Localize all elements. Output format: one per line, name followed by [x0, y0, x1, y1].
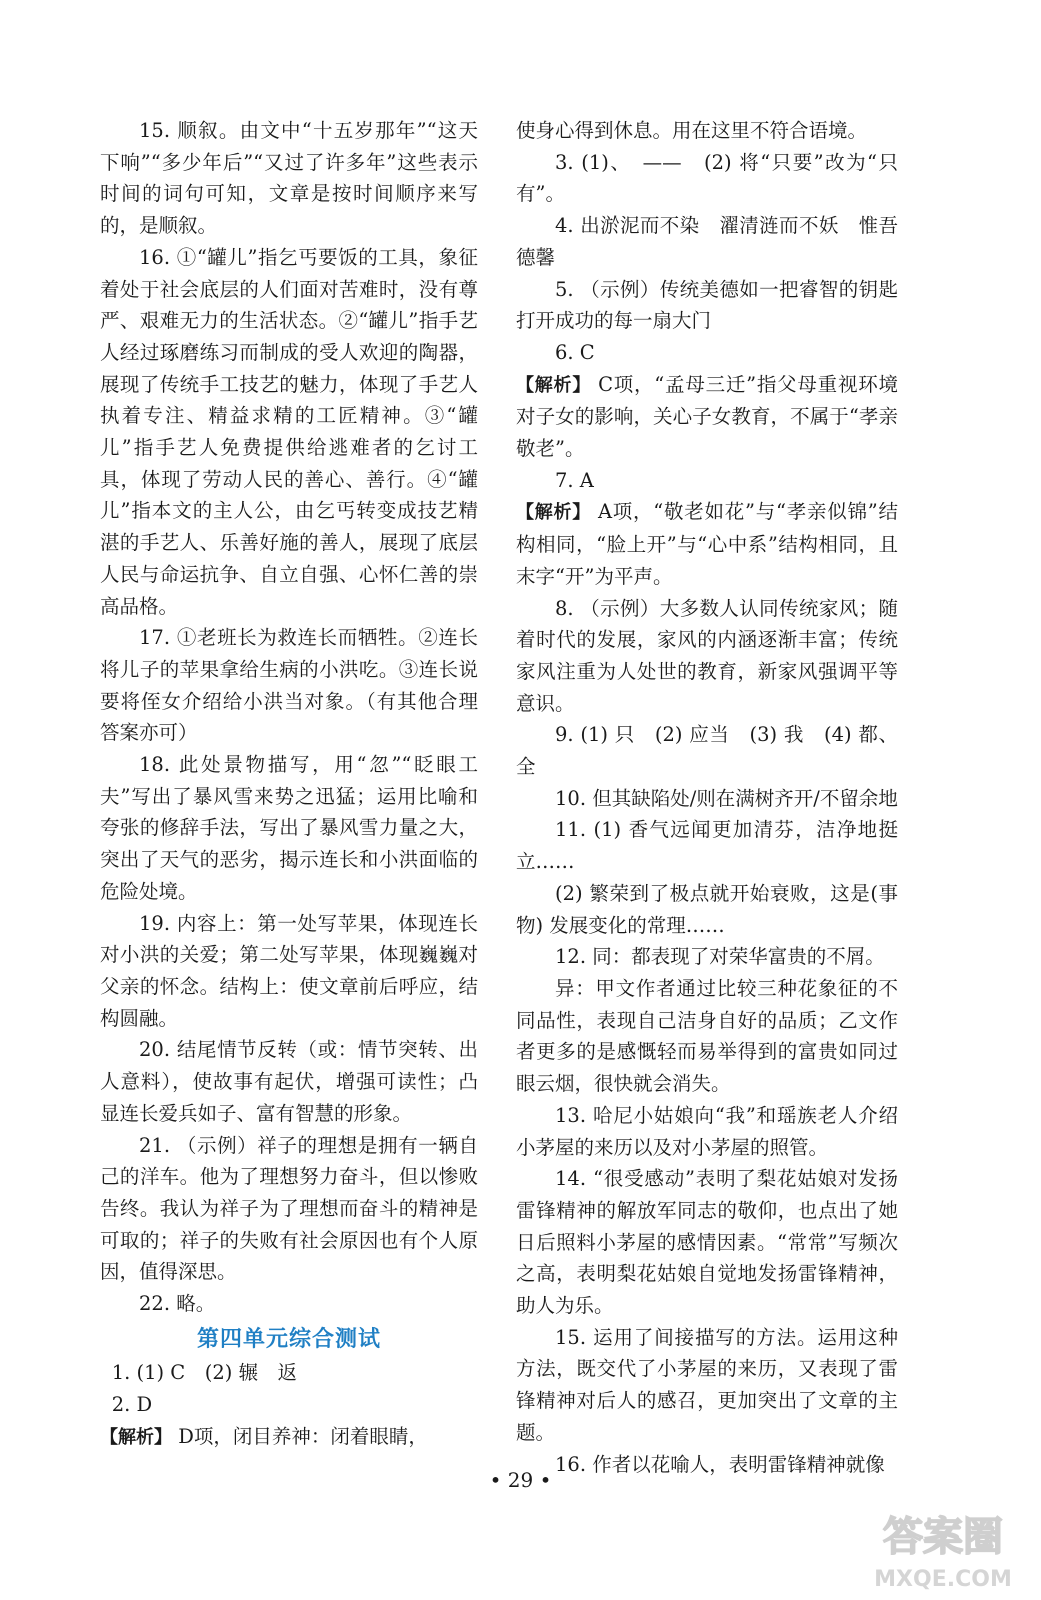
analysis-item [516, 369, 898, 465]
answer-item: 9. (1) 只 (2) 应当 (3) 我 (4) 都、全 [516, 723, 898, 779]
answer-item: 21. （示例）祥子的理想是拥有一辆自己的洋车。他为了理想努力奋斗，但以惨败告终。我认为祥子为了理想而奋斗的精神是可取的；祥子的失败有社会原因也有个人原因，值得深思。 [100, 1133, 478, 1284]
watermark-logo [848, 1500, 1038, 1596]
answer-item: 12. 同：都表现了对荣华富贵的不屑。 [555, 945, 885, 969]
answer-item: 异：甲文作者通过比较三种花象征的不同品性，表现自己洁身自好的品质；乙文作者更多的是感慨轻而易举得到的富贵如同过眼云烟，很快就会消失。 [516, 976, 898, 1096]
answer-item: 13. 哈尼小姑娘向“我”和瑶族老人介绍小茅屋的来历以及对小茅屋的照管。 [516, 1103, 898, 1159]
analysis-tag: 【解析】 [100, 1426, 172, 1448]
answer-item: 17. ①老班长为救连长而牺牲。②连长将儿子的苹果拿给生病的小洪吃。③连长说要将侄女介绍给小洪当对象。（有其他合理答案亦可） [100, 626, 478, 745]
analysis-tag: 【解析】 [516, 502, 592, 524]
analysis-text: C项，“孟母三迁”指父母重视环境对子女的影响，关心子女教育，不属于“孝亲敬老”。 [516, 372, 899, 461]
answer-item: 5. （示例）传统美德如一把睿智的钥匙打开成功的每一扇大门 [516, 277, 898, 333]
answer-item: 14. “很受感动”表明了梨花姑娘对发扬雷锋精神的解放军同志的敬仰，也点出了她日后照料小茅屋的感情因素。“常常”写频次之高，表明梨花姑娘自觉地发扬雷锋精神，助人为乐。 [516, 1167, 898, 1318]
answer-item: 7. A [555, 468, 594, 492]
answer-item: 22. 略。 [139, 1292, 216, 1316]
analysis-item [100, 1421, 478, 1454]
left-column [100, 115, 478, 1454]
answer-item: 18. 此处景物描写，用“忽”“眨眼工夫”写出了暴风雪来势之迅猛；运用比喻和夸张的修辞手法，写出了暴风雪力量之大，突出了天气的恶劣，揭示连长和小洪面临的危险处境。 [100, 753, 478, 903]
answer-item: 8. （示例）大多数人认同传统家风；随着时代的发展，家风的内涵逐渐丰富；传统家风注重为人处世的教育，新家风强调平等意识。 [516, 596, 898, 715]
right-column [516, 115, 898, 1480]
analysis-item [516, 496, 898, 592]
answer-item: 16. 作者以花喻人，表明雷锋精神就像 [555, 1452, 885, 1476]
answer-item: 3. (1)、 —— (2) 将“只要”改为“只有”。 [516, 150, 898, 206]
answer-item: 11. (1) 香气远闻更加清芬，洁净地挺立…… [516, 818, 898, 874]
answer-item: 1. (1) C (2) 辗 返 [111, 1361, 298, 1385]
analysis-text: D项，闭目养神：闭着眼睛， [172, 1424, 428, 1448]
answer-item: (2) 繁荣到了极点就开始衰败，这是(事物) 发展变化的常理…… [516, 881, 898, 937]
section-title: 第四单元综合测试 [196, 1326, 381, 1352]
answer-item: 15. 顺叙。由文中“十五岁那年”“这天下响”“多少年后”“又过了许多年”这些表示时间的词句可知，文章是按时间顺序来写的，是顺叙。 [100, 119, 478, 238]
answer-item: 2. D [111, 1393, 153, 1417]
answer-item: 使身心得到休息。用在这里不符合语境。 [516, 119, 868, 142]
answer-item: 10. 但其缺陷处/则在满树齐开/不留余地 [555, 786, 898, 810]
answer-item: 4. 出淤泥而不染 濯清涟而不妖 惟吾德馨 [516, 214, 898, 269]
watermark-text: 答案圈 [883, 1514, 1003, 1560]
answer-item: 15. 运用了间接描写的方法。运用这种方法，既交代了小茅屋的来历，又表现了雷锋精神对后人的感召，更加突出了文章的主题。 [516, 1325, 898, 1444]
page-number: • 29 • [489, 1468, 552, 1492]
analysis-tag: 【解析】 [516, 374, 592, 396]
answer-item: 19. 内容上：第一处写苹果，体现连长对小洪的关爱；第二处写苹果，体现巍巍对父亲的怀念。结构上：使文章前后呼应，结构圆融。 [100, 911, 478, 1030]
answer-item: 16. ①“罐儿”指乞丐要饭的工具，象征着处于社会底层的人们面对苦难时，没有尊严、艰难无力的生活状态。②“罐儿”指手艺人经过琢磨练习而制成的受人欢迎的陶器，展现了传统手工技艺的魅力，体现了手艺人执着专注、精益求精的工匠精神。③“罐儿”指手艺人免费提供给逃难者的乞讨工具，体现了劳动人民的善心、善行。④“罐儿”指本文的主人公，由乞丐转变成技艺精湛的手艺人、乐善好施的善人，展现了底层人民与命运抗争、自立自强、心怀仁善的崇高品格。 [100, 245, 478, 618]
analysis-text: A项，“敬老如花”与“孝亲似锦”结构相同，“脸上开”与“心中系”结构相同，且末字“开”为平声。 [516, 500, 898, 588]
answer-item: 6. C [555, 340, 595, 364]
answer-item: 20. 结尾情节反转（或：情节突转、出人意料），使故事有起伏，增强可读性；凸显连长爱兵如子、富有智慧的形象。 [100, 1038, 478, 1125]
watermark-url: MXQE.COM [874, 1567, 1012, 1592]
